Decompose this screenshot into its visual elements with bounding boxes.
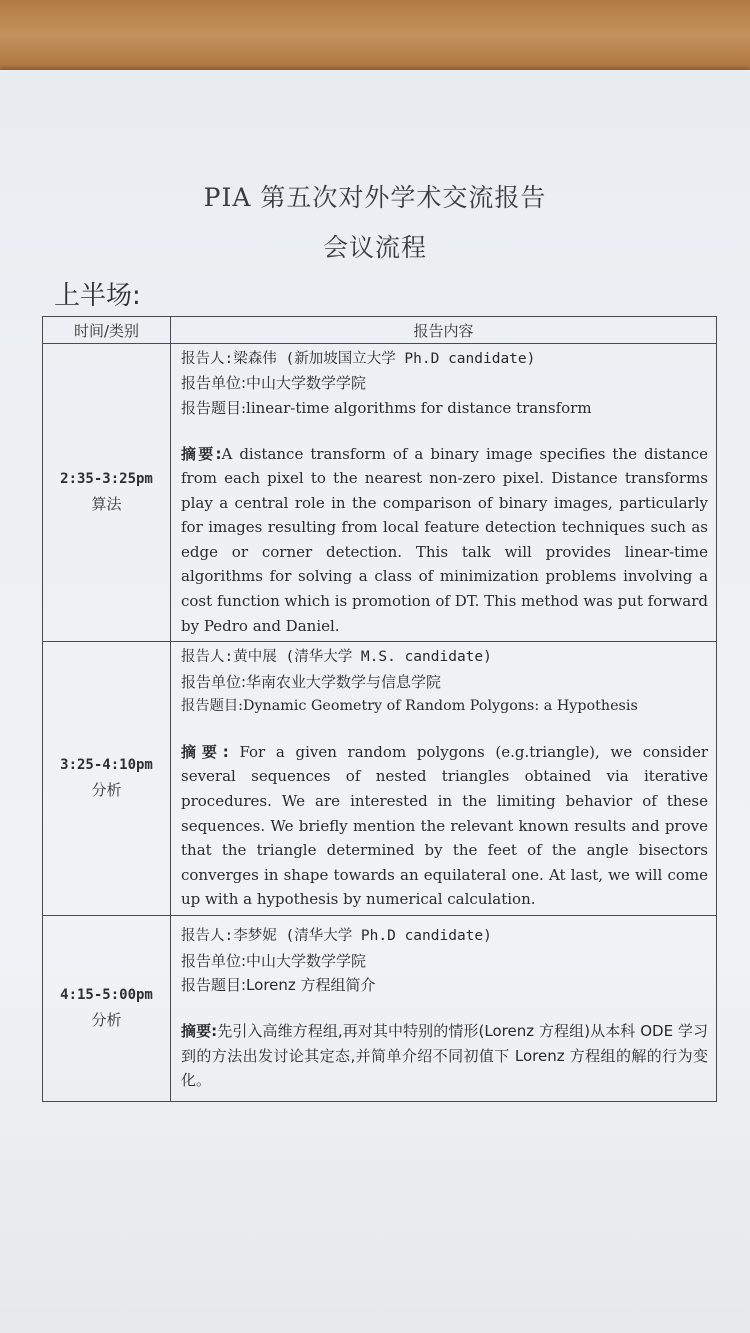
content-cell <box>171 344 717 642</box>
unit-line: 报告单位:中山大学数学学院 <box>181 951 367 970</box>
topic-line: 报告题目:Dynamic Geometry of Random Polygons: a Hypothesis <box>181 698 638 715</box>
speaker-line: 报告人:李梦妮 (清华大学 Ph.D candidate) <box>181 928 492 945</box>
abstract-text: For a given random polygons (e.g.triangle), we consider several sequences of nested triangles obtained via iterative procedures. We are interested in the limiting behavior of these sequences. We briefly mention the relevant known results and prove that the triangle determined by the feet of the angle bisectors converges in shape towards an equilateral one. At last, we will come up with a hypothesis by numerical calculation. <box>181 742 708 909</box>
unit-line: 报告单位:华南农业大学数学与信息学院 <box>181 672 442 691</box>
content-cell <box>171 916 717 1102</box>
abstract-text: A distance transform of a binary image specifies the distance from each pixel to the nearest non-zero pixel. Distance transforms play a central role in the comparison of binary images, particularly for images resulting from local feature detection techniques such as edge or corner detection. This talk will provides linear-time algorithms for solving a class of minimization problems involving a cost function which is promotion of DT. This method was put forward by Pedro and Daniel. <box>181 444 709 635</box>
content-cell <box>171 642 717 916</box>
topic-line: 报告题目:Lorenz 方程组简介 <box>181 976 376 995</box>
abstract-label: 摘要: <box>181 742 229 761</box>
section-label: 上半场: <box>54 281 141 311</box>
speaker-line: 报告人:黄中展 (清华大学 M.S. candidate) <box>181 649 492 666</box>
topic-line: 报告题目:linear-time algorithms for distance transform <box>181 398 592 417</box>
abstract-paragraph <box>181 740 708 912</box>
abstract-paragraph <box>181 1019 708 1093</box>
speaker-line: 报告人:梁森伟 (新加坡国立大学 Ph.D candidate) <box>181 350 536 367</box>
category-label: 算法 <box>91 495 122 513</box>
abstract-label: 摘要: <box>181 1022 218 1040</box>
header-report-content: 报告内容 <box>171 317 717 344</box>
document-subtitle: 会议流程 <box>322 233 427 262</box>
time-cell <box>43 642 171 916</box>
document-title: PIA 第五次对外学术交流报告 <box>203 183 547 212</box>
abstract-text: 先引入高维方程组,再对其中特别的情形(Lorenz 方程组)从本科 ODE 学习到的方法出发讨论其定态,并简单介绍不同初值下 Lorenz 方程组的解的行为变化。 <box>181 1022 708 1090</box>
table-header-row <box>43 317 717 344</box>
abstract-label: 摘要: <box>181 444 222 463</box>
time-range: 2:35-3:25pm <box>60 471 153 487</box>
header-time-category: 时间/类别 <box>43 317 171 344</box>
time-cell <box>43 916 171 1102</box>
category-label: 分析 <box>91 1011 122 1029</box>
category-label: 分析 <box>91 781 122 799</box>
schedule-table <box>42 316 717 1102</box>
time-cell <box>43 344 171 642</box>
desk-background <box>0 0 750 78</box>
abstract-paragraph <box>181 442 708 639</box>
unit-line: 报告单位:中山大学数学学院 <box>181 374 367 393</box>
table-row <box>43 916 717 1102</box>
time-range: 4:15-5:00pm <box>60 987 153 1003</box>
table-row <box>43 344 717 642</box>
table-row <box>43 642 717 916</box>
time-range: 3:25-4:10pm <box>60 757 153 773</box>
